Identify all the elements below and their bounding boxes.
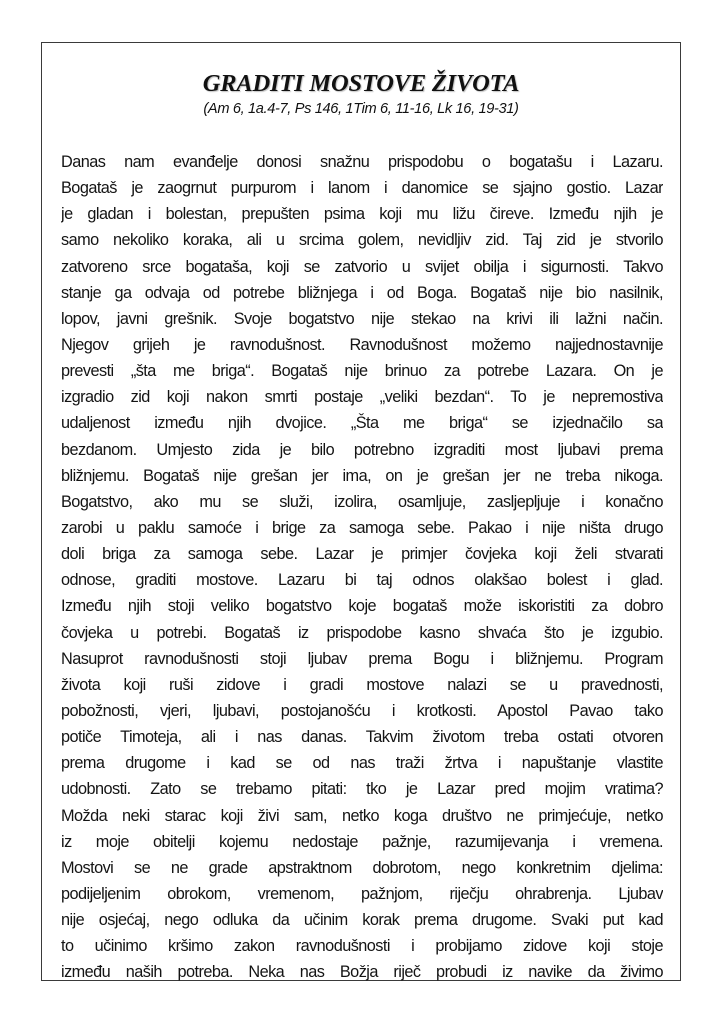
body-line: bezdanom. Umjesto zida je bilo potrebno izgraditi most ljubavi prema xyxy=(61,440,663,459)
body-line: Možda neki starac koji živi sam, netko koga društvo ne primjećuje, netko xyxy=(61,806,663,825)
body-line: stanje ga odvaja od potrebe bližnjega i od Boga. Bogataš nije bio nasilnik, xyxy=(61,283,663,302)
body-line: Njegov grijeh je ravnodušnost. Ravnodušnost možemo najjednostavnije xyxy=(61,335,663,354)
body-line: prevesti „šta me briga“. Bogataš nije brinuo za potrebe Lazara. On je xyxy=(61,362,663,381)
body-line: zatvoreno srce bogataša, koji se zatvorio u svijet obilja i sigurnosti. Takvo xyxy=(61,257,663,276)
body-line: udobnosti. Zato se trebamo pitati: tko je Lazar pred mojim vratima? xyxy=(61,780,663,799)
text-frame xyxy=(41,42,681,981)
body-line: Nasuprot ravnodušnosti stoji ljubav prema Bogu i bližnjemu. Program xyxy=(61,649,663,668)
body-line: nije osjećaj, nego odluka da učinim korak prema drugome. Svaki put kad xyxy=(61,911,663,930)
body-line: između naših potreba. Neka nas Božja riječ probudi iz navike da živimo xyxy=(61,963,663,982)
body-line: Danas nam evanđelje donosi snažnu prispodobu o bogatašu i Lazaru. xyxy=(61,153,663,171)
body-line: je gladan i bolestan, prepušten psima koji mu ližu čireve. Između njih je xyxy=(61,205,663,224)
body-line: potiče Timoteja, ali i nas danas. Takvim životom treba ostati otvoren xyxy=(61,728,663,747)
body-line: života koji ruši zidove i gradi mostove nalazi se u pravednosti, xyxy=(61,675,663,694)
body-line: prema drugome i kad se od nas traži žrtva i napuštanje vlastite xyxy=(61,754,663,773)
body-line: odnose, graditi mostove. Lazaru bi taj odnos olakšao bolest i glad. xyxy=(61,571,663,590)
body-line: zarobi u paklu samoće i brige za samoga sebe. Pakao i nije ništa drugo xyxy=(61,518,663,537)
body-line: Mostovi se ne grade apstraktnom dobrotom, nego konkretnim djelima: xyxy=(61,858,663,877)
body-line: podijeljenim obrokom, vremenom, pažnjom, riječju ohrabrenja. Ljubav xyxy=(61,884,663,903)
body-line: to učinimo kršimo zakon ravnodušnosti i probijamo zidove koji stoje xyxy=(61,937,663,956)
body-text xyxy=(61,149,663,986)
body-line: čovjeka u potrebi. Bogataš iz prispodobe kasno shvaća što je izgubio. xyxy=(61,623,663,642)
body-line: udaljenost između njih dvojice. „Šta me briga“ se izjednačilo sa xyxy=(61,414,663,433)
body-line: iz moje obitelji kojemu nedostaje pažnje, razumijevanja i vremena. xyxy=(61,832,663,851)
body-line: izgradio zid koji nakon smrti postaje „veliki bezdan“. To je nepremostiva xyxy=(61,388,663,407)
page-title: GRADITI MOSTOVE ŽIVOTA xyxy=(202,70,520,97)
body-line: doli briga za samoga sebe. Lazar je primjer čovjeka koji želi stvarati xyxy=(61,545,663,564)
body-line: Bogataš je zaogrnut purpurom i lanom i danomice se sjajno gostio. Lazar xyxy=(61,179,663,198)
body-line: bližnjemu. Bogataš nije grešan jer ima, on je grešan jer ne treba nikoga. xyxy=(61,466,663,485)
body-line: samo nekoliko koraka, ali u srcima golem, nevidljiv zid. Taj zid je stvorilo xyxy=(61,231,663,250)
body-line: pobožnosti, vjeri, ljubavi, postojanošću i krotkosti. Apostol Pavao tako xyxy=(61,701,663,720)
scripture-references: (Am 6, 1a.4-7, Ps 146, 1Tim 6, 11-16, Lk 16, 19-31) xyxy=(203,101,519,117)
body-line: Bogatstvo, ako mu se služi, izolira, osamljuje, zasljepljuje i konačno xyxy=(61,492,663,511)
body-line: Između njih stoji veliko bogatstvo koje bogataš može iskoristiti za dobro xyxy=(61,597,663,616)
body-line: lopov, javni grešnik. Svoje bogatstvo nije stekao na krivi ili lažni način. xyxy=(61,309,663,328)
